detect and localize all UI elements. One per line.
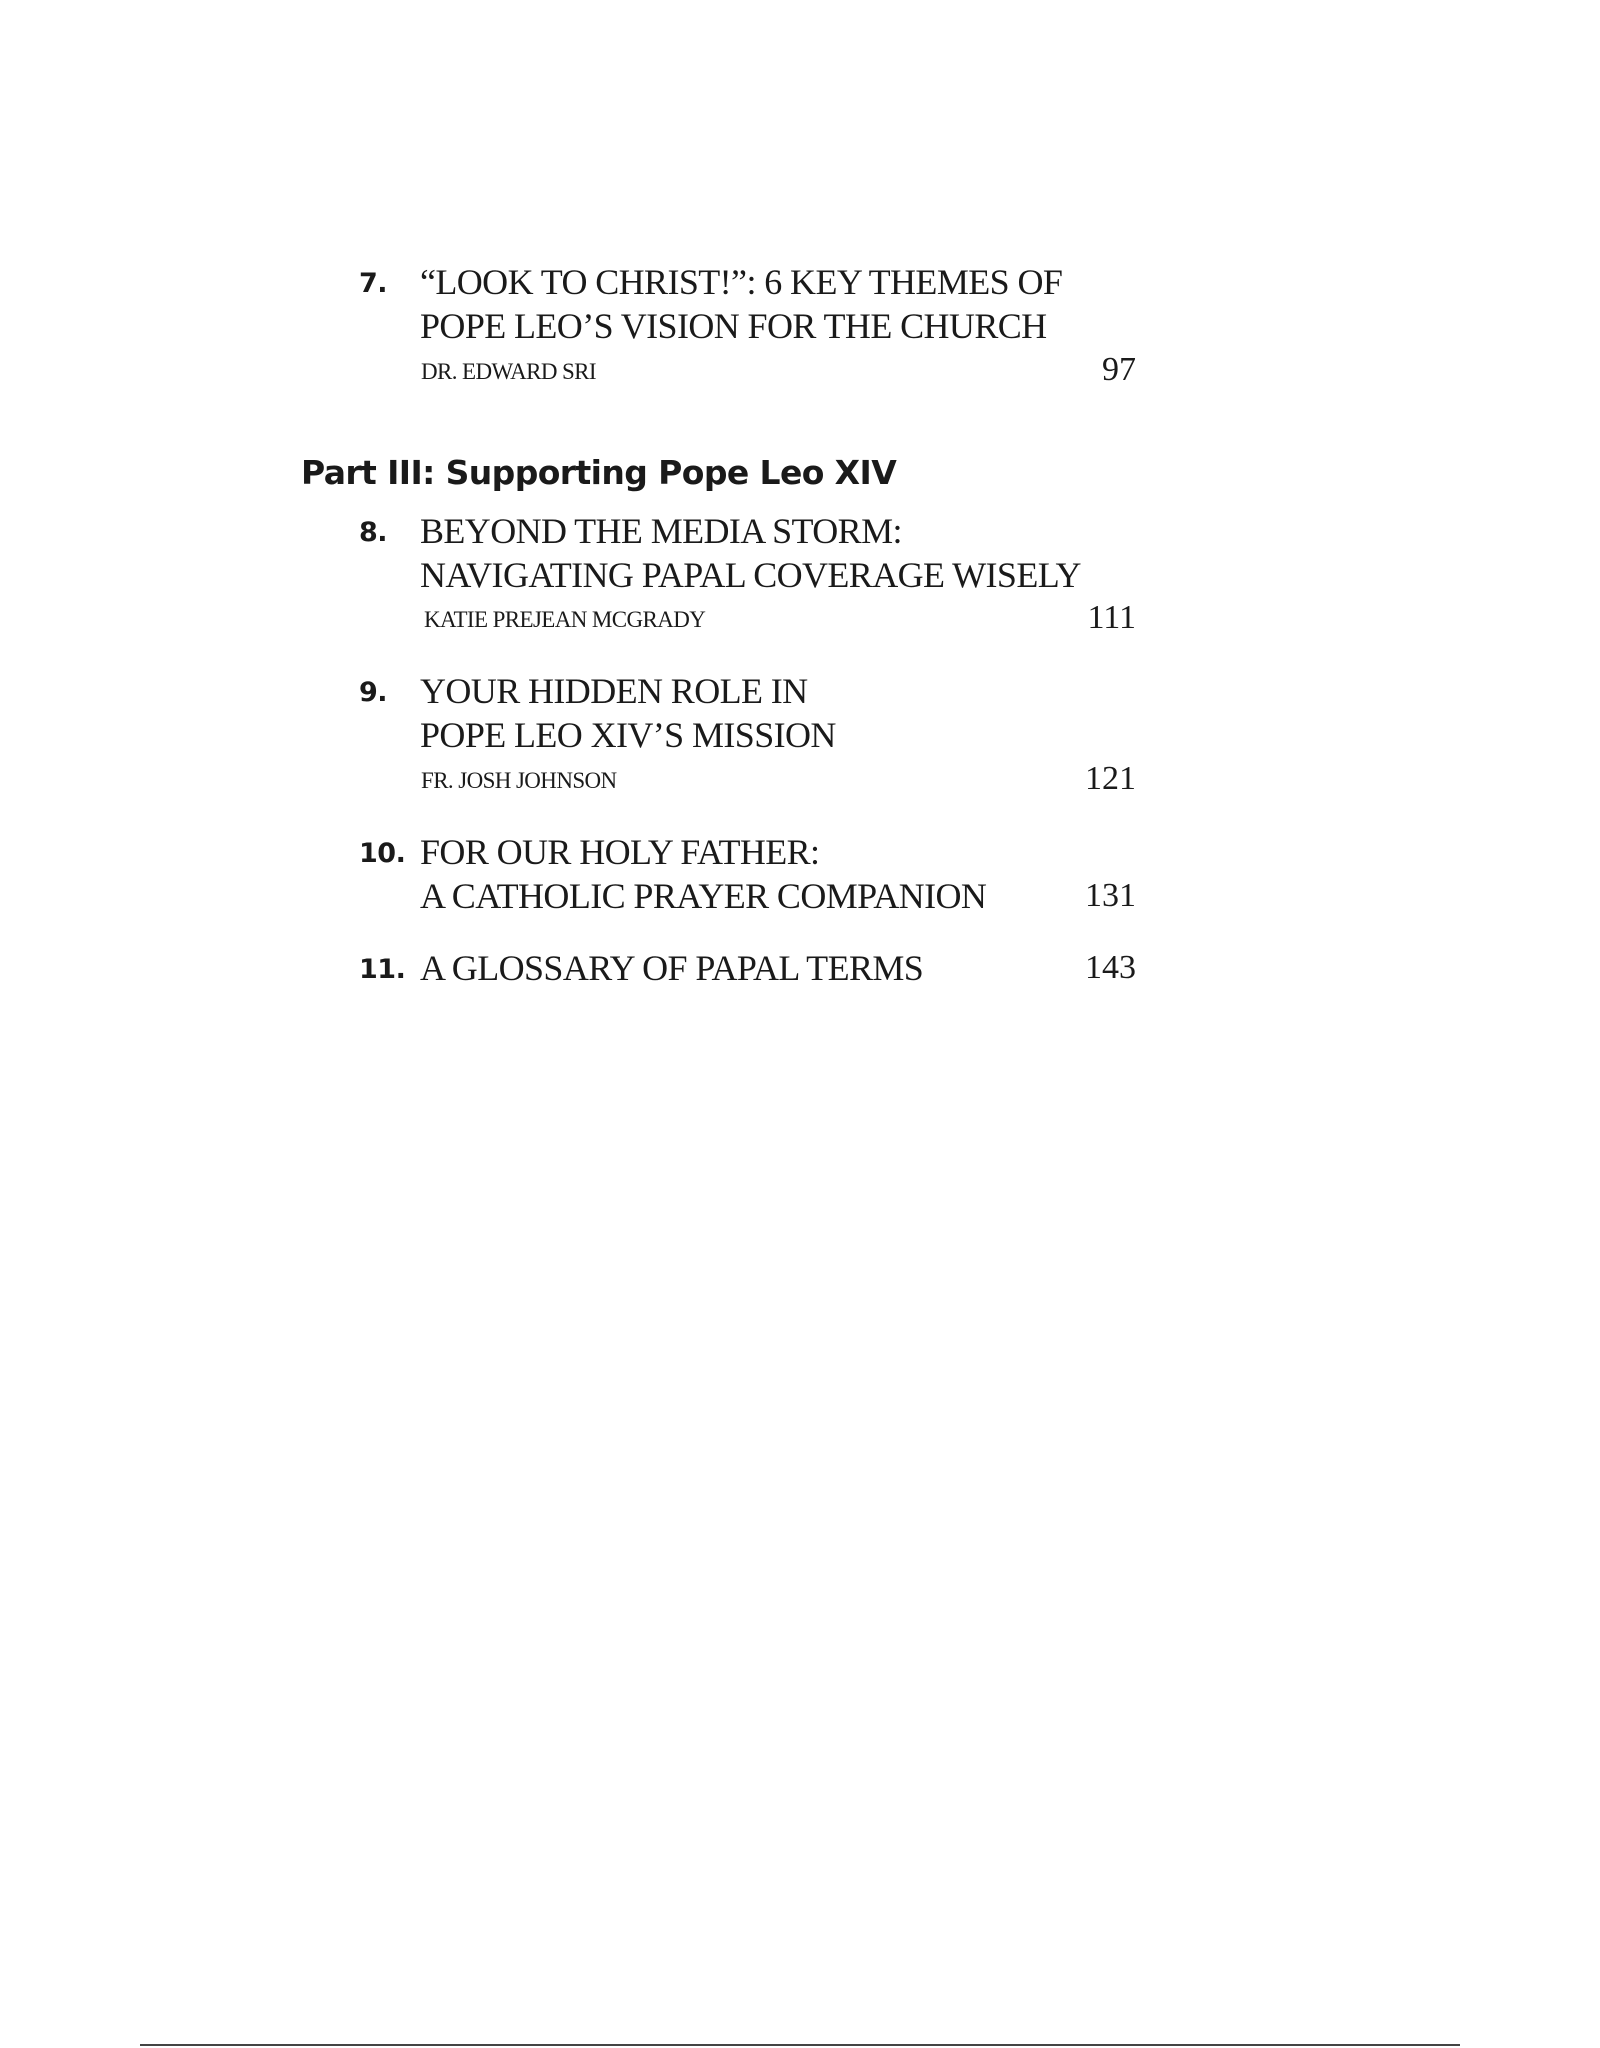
entry-author: FR. JOSH JOHNSON	[421, 768, 617, 793]
entry-number: 8.	[359, 517, 388, 548]
entry-number: 10.	[359, 838, 406, 869]
entry-number: 11.	[359, 954, 406, 985]
entry-page-number: 131	[1085, 877, 1136, 914]
entry-number: 7.	[359, 268, 388, 299]
entry-title-line-1: FOR OUR HOLY FATHER:	[420, 832, 820, 872]
entry-page-number: 97	[1102, 351, 1136, 388]
bottom-rule	[140, 2044, 1460, 2046]
part-heading: Part III: Supporting Pope Leo XIV	[301, 453, 897, 492]
entry-title-line-1: BEYOND THE MEDIA STORM:	[420, 511, 902, 551]
entry-title-line-2: POPE LEO XIV’S MISSION	[420, 715, 836, 755]
entry-title-line-1: YOUR HIDDEN ROLE IN	[420, 671, 808, 711]
entry-page-number: 111	[1087, 599, 1136, 636]
entry-title-line-1: A GLOSSARY OF PAPAL TERMS	[420, 948, 924, 988]
entry-number: 9.	[359, 677, 388, 708]
entry-page-number: 143	[1085, 949, 1136, 986]
entry-title-line-2: NAVIGATING PAPAL COVERAGE WISELY	[420, 555, 1081, 595]
entry-title-line-2: POPE LEO’S VISION FOR THE CHURCH	[420, 306, 1047, 346]
entry-author: DR. EDWARD SRI	[421, 359, 596, 384]
entry-title-line-2: A CATHOLIC PRAYER COMPANION	[420, 876, 987, 916]
entry-page-number: 121	[1085, 760, 1136, 797]
entry-author: KATIE PREJEAN MCGRADY	[424, 607, 706, 632]
entry-title-line-1: “LOOK TO CHRIST!”: 6 KEY THEMES OF	[420, 262, 1063, 302]
